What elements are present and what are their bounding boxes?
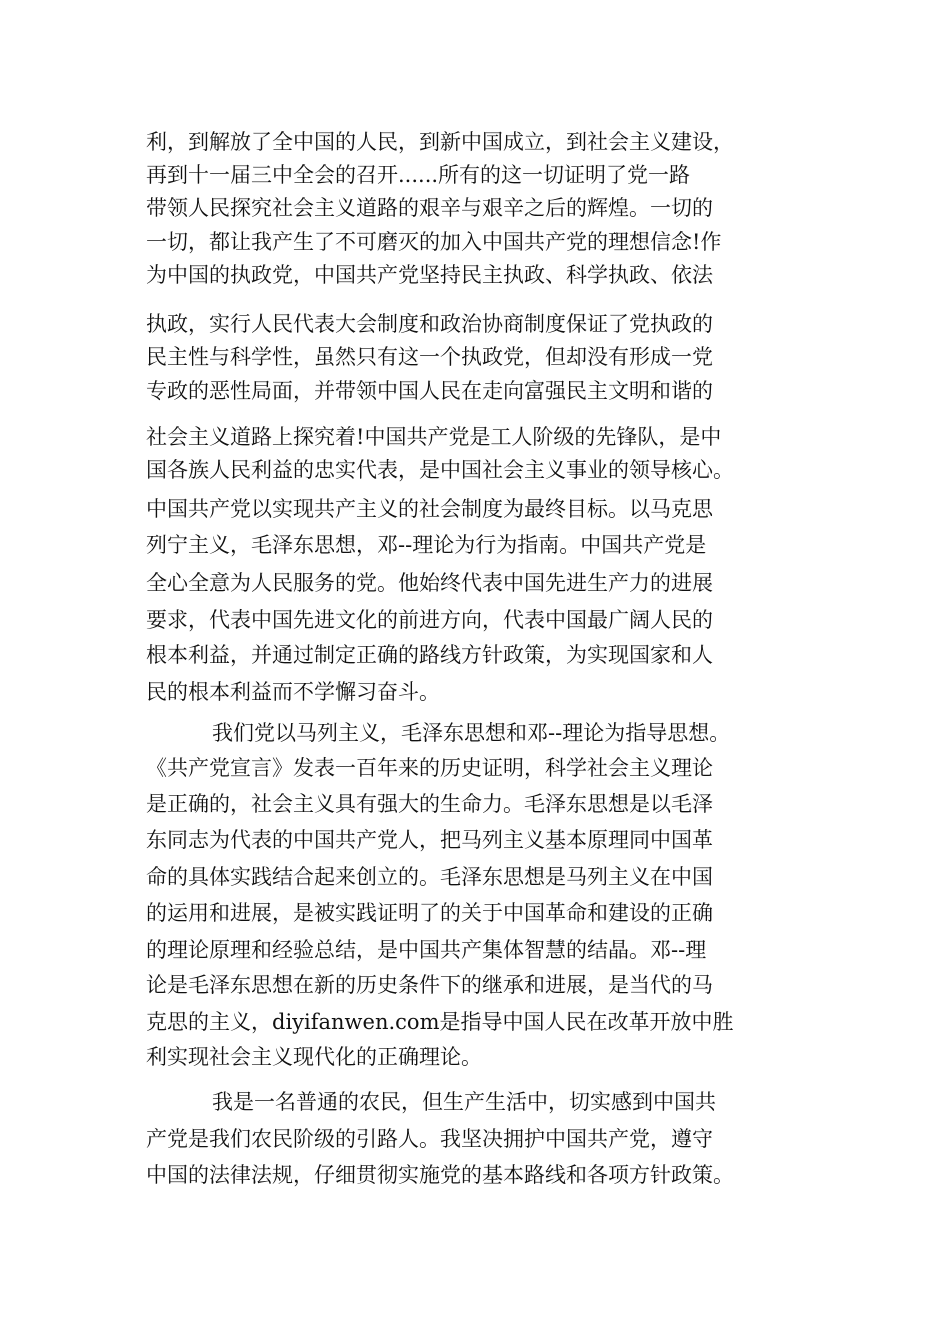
text-line: 的理论原理和经验总结，是中国共产集体智慧的结晶。邓--理 (146, 938, 707, 962)
text-line: 民主性与科学性，虽然只有这一个执政党，但却没有形成一党 (146, 345, 713, 369)
text-line: 东同志为代表的中国共产党人，把马列主义基本原理同中国革 (146, 828, 713, 852)
text-line: 全心全意为人民服务的党。他始终代表中国先进生产力的进展 (146, 571, 713, 595)
text-line: 利实现社会主义现代化的正确理论。 (146, 1045, 482, 1069)
text-line: 要求，代表中国先进文化的前进方向，代表中国最广阔人民的 (146, 608, 713, 632)
text-line: 中国共产党以实现共产主义的社会制度为最终目标。以马克思 (146, 497, 713, 521)
text-line: 的运用和进展，是被实践证明了的关于中国革命和建设的正确 (146, 901, 713, 925)
text-line: 国各族人民利益的忠实代表，是中国社会主义事业的领导核心。 (146, 458, 734, 482)
text-line: 一切，都让我产生了不可磨灭的加入中国共产党的理想信念!作 (146, 230, 722, 254)
text-line: 执政，实行人民代表大会制度和政治协商制度保证了党执政的 (146, 312, 713, 336)
text-line: 根本利益，并通过制定正确的路线方针政策，为实现国家和人 (146, 643, 713, 667)
text-line: 克思的主义，diyifanwen.com是指导中国人民在改革开放中胜 (146, 1010, 734, 1034)
paragraph-first-line: 我们党以马列主义，毛泽东思想和邓--理论为指导思想。 (212, 721, 731, 745)
text-line: 带领人民探究社会主义道路的艰辛与艰辛之后的辉煌。一切的 (146, 196, 713, 220)
text-line: 专政的恶性局面，并带领中国人民在走向富强民主文明和谐的 (146, 379, 713, 403)
text-line: 利，到解放了全中国的人民，到新中国成立，到社会主义建设， (146, 130, 734, 154)
text-line: 为中国的执政党，中国共产党坚持民主执政、科学执政、依法 (146, 263, 713, 287)
text-line: 社会主义道路上探究着!中国共产党是工人阶级的先锋队，是中 (146, 425, 722, 449)
text-line: 论是毛泽东思想在新的历史条件下的继承和进展，是当代的马 (146, 973, 713, 997)
text-line: 产党是我们农民阶级的引路人。我坚决拥护中国共产党，遵守 (146, 1127, 713, 1151)
text-line: 再到十一届三中全会的召开......所有的这一切证明了党一路 (146, 163, 691, 187)
text-line: 民的根本利益而不学懈习奋斗。 (146, 680, 440, 704)
paragraph-first-line: 我是一名普通的农民，但生产生活中，切实感到中国共 (212, 1090, 716, 1114)
text-line: 列宁主义，毛泽东思想，邓--理论为行为指南。中国共产党是 (146, 533, 707, 557)
text-line: 是正确的，社会主义具有强大的生命力。毛泽东思想是以毛泽 (146, 792, 713, 816)
text-line: 《共产党宣言》发表一百年来的历史证明，科学社会主义理论 (146, 756, 713, 780)
text-line: 中国的法律法规，仔细贯彻实施党的基本路线和各项方针政策。 (146, 1163, 734, 1187)
text-line: 命的具体实践结合起来创立的。毛泽东思想是马列主义在中国 (146, 865, 713, 889)
